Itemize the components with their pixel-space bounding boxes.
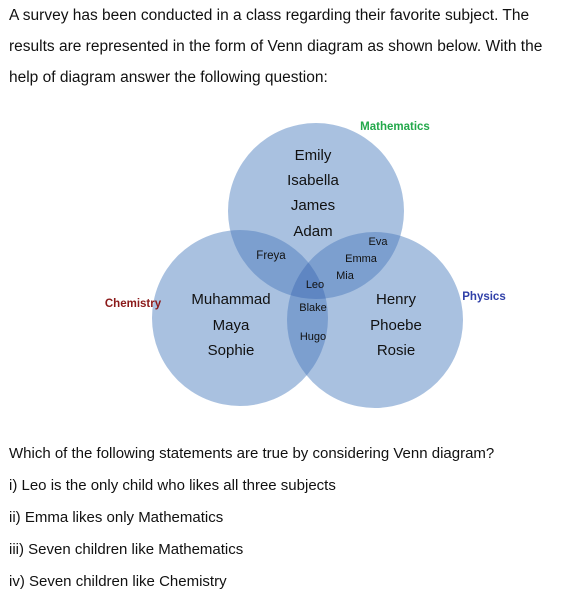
label-physics: Physics	[462, 291, 506, 303]
statement-3: iii) Seven children like Mathematics	[9, 541, 244, 558]
name-hugo: Hugo	[299, 331, 327, 343]
name-rosie: Rosie	[376, 342, 416, 359]
intro-line-2: results are represented in the form of Venn diagram as shown below. With the	[9, 38, 543, 55]
label-chemistry: Chemistry	[104, 298, 162, 310]
statement-2: ii) Emma likes only Mathematics	[9, 509, 224, 526]
name-emma: Emma	[345, 253, 377, 265]
name-leo: Leo	[305, 279, 325, 291]
name-emily: Emily	[294, 147, 332, 164]
question-prompt: Which of the following statements are true by considering Venn diagram?	[9, 445, 495, 462]
name-isabella: Isabella	[287, 172, 339, 189]
statement-1: i) Leo is the only child who likes all three subjects	[9, 477, 336, 494]
name-maya: Maya	[212, 317, 250, 334]
name-freya: Freya	[256, 250, 286, 262]
name-eva: Eva	[368, 236, 388, 248]
name-muhammad: Muhammad	[191, 291, 271, 308]
statement-4: iv) Seven children like Chemistry	[9, 573, 227, 590]
question-section	[9, 438, 571, 598]
name-blake: Blake	[299, 302, 327, 314]
name-sophie: Sophie	[207, 342, 255, 359]
name-mia: Mia	[336, 270, 354, 282]
venn-diagram	[0, 110, 575, 430]
intro-text	[9, 0, 571, 93]
intro-line-1: A survey has been conducted in a class regarding their favorite subject. The	[9, 7, 530, 24]
label-mathematics: Mathematics	[360, 121, 430, 133]
name-james: James	[290, 197, 336, 214]
name-phoebe: Phoebe	[370, 317, 422, 334]
name-henry: Henry	[375, 291, 417, 308]
name-adam: Adam	[293, 223, 333, 240]
intro-line-3: help of diagram answer the following question:	[9, 69, 328, 86]
